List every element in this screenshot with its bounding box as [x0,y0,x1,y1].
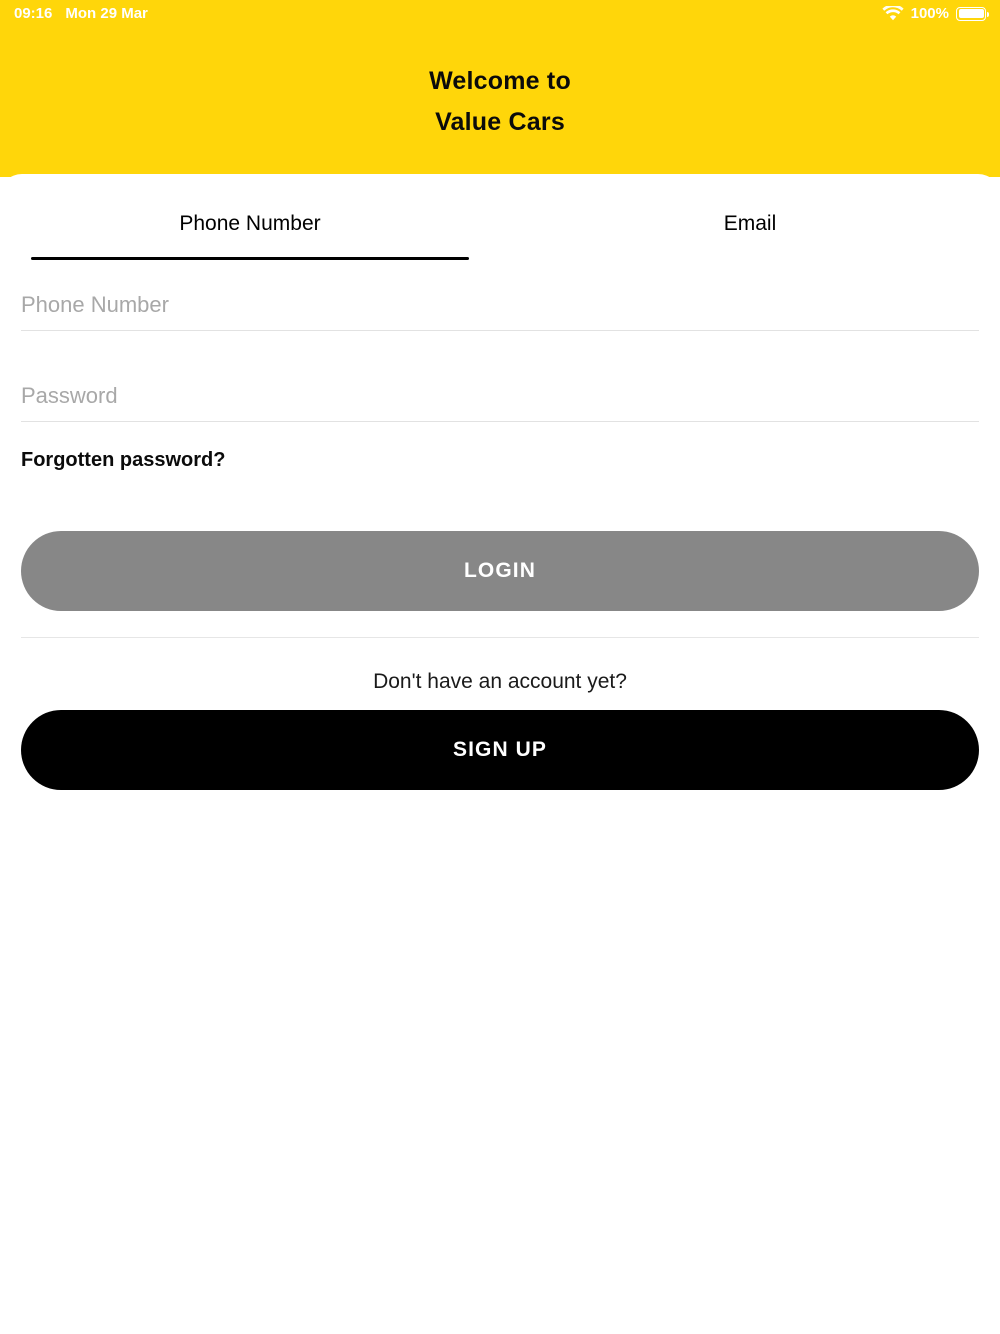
auth-method-tabs [0,188,1000,260]
signup-prompt: Don't have an account yet? [373,670,627,693]
status-bar-left [14,5,148,22]
status-bar [0,0,1000,27]
login-button[interactable]: LOGIN [21,531,979,611]
welcome-title-line1: Welcome to [429,67,571,95]
tab-email-label: Email [723,212,777,235]
wifi-icon [882,6,904,22]
tab-email[interactable] [500,188,1000,260]
tab-active-indicator [31,257,469,260]
battery-fill [959,9,984,18]
login-card [0,174,1000,1334]
status-bar-time: 09:16 [14,5,53,22]
status-bar-right [882,0,986,27]
battery-full-icon [956,7,986,21]
section-divider [21,637,979,638]
phone-number-input[interactable] [21,292,979,331]
status-bar-date: Mon 29 Mar [65,5,148,22]
signup-button[interactable]: SIGN UP [21,710,979,790]
tab-phone-number-label: Phone Number [179,212,321,235]
welcome-header [0,27,1000,177]
tab-phone-number[interactable] [0,188,500,260]
welcome-title-line2: Value Cars [435,108,565,136]
battery-percent-label: 100% [910,5,949,22]
password-input[interactable] [21,383,979,422]
forgotten-password-link[interactable]: Forgotten password? [21,449,226,471]
